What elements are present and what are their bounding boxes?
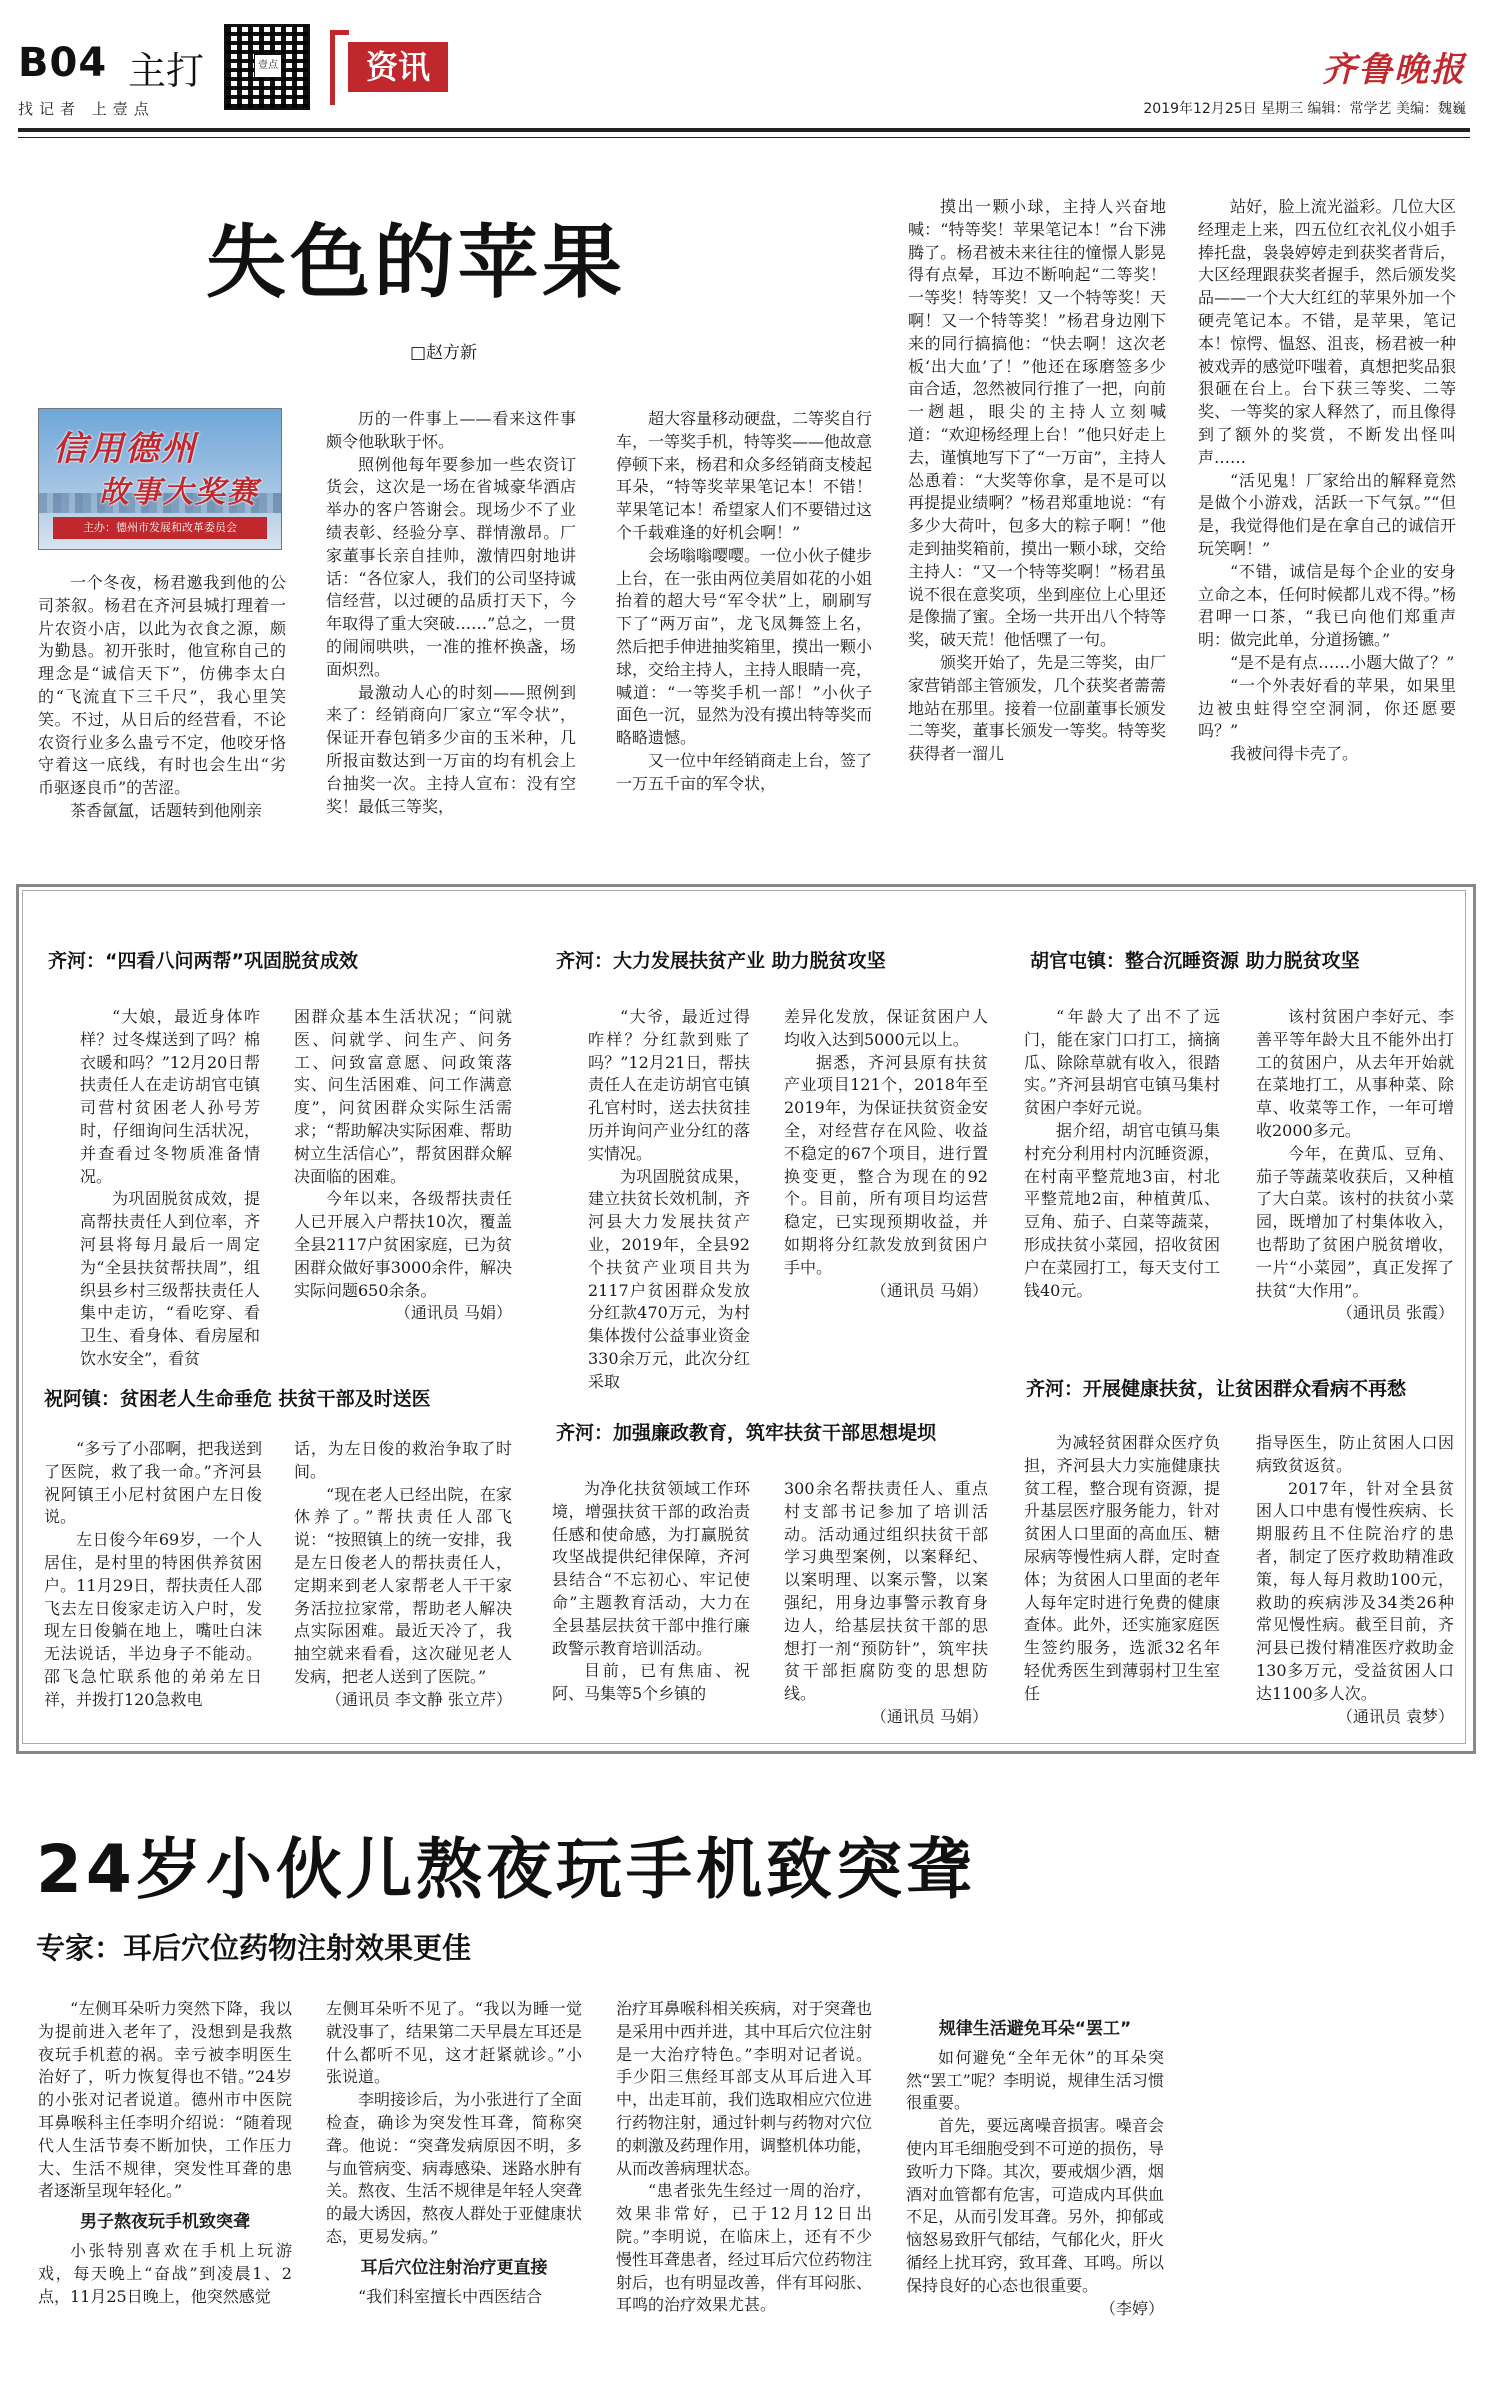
paragraph: “一个外表好看的苹果，如果里边被虫蛀得空空洞洞，你还愿要吗？” (1198, 675, 1456, 741)
paragraph: 颁奖开始了，先是三等奖，由厂家营销部主管颁发，几个获奖者薷薷地站在那里。接着一位副董事长颁发二等奖，董事长颁发一等奖。特等奖获得者一溜儿 (908, 652, 1166, 764)
article2-subhead-3: 规律生活避免耳朵“罢工” (938, 2019, 1132, 2039)
article1-title: 失色的苹果 (206, 216, 626, 309)
news4-signature: （通讯员 李文静 张立芹） (325, 1689, 512, 1709)
section-tag-label: 资讯 (348, 42, 448, 92)
paragraph: 超大容量移动硬盘，二等奖自行车，一等奖手机，特等奖——他故意停顿下来，杨君和众多经销商支棱起耳朵，“特等奖苹果笔记本！不错！苹果笔记本！希望家人们不要错过这个千载难逢的好机会啊！” (616, 409, 873, 542)
article2-col3 (616, 1998, 872, 2390)
news2-signature: （通讯员 马娟） (870, 1280, 988, 1300)
paragraph: 该村贫困户李好元、李善平等年龄大且不能外出打工的贫困户，从去年开始就在菜地打工，从事种菜、除草、收菜等工作，一年可增收2000多元。 (1256, 1007, 1454, 1140)
paragraph: 今年，在黄瓜、豆角、茄子等蔬菜收获后，又种植了大白菜。该村的扶贫小菜园，既增加了村集体收入，也帮助了贫困户脱贫增收，一片“小菜园”，真正发挥了扶贫“大作用”。 (1256, 1143, 1454, 1300)
news5-col2 (784, 1478, 988, 1738)
paragraph: 2017年，针对全县贫困人口中患有慢性疾病、长期服药且不住院治疗的患者，制定了医疗救助精准政策，每人每月救助100元，救助的疾病涉及34类26种常见慢性病。截至目前，齐河县已拨付精准医疗救助金130多万元，受益贫困人口达1100多人次。 (1256, 1478, 1454, 1703)
news4-headline: 祝阿镇：贫困老人生命垂危 扶贫干部及时送医 (44, 1388, 431, 1410)
paragraph: 指导医生，防止贫困人口因病致贫返贫。 (1256, 1433, 1454, 1475)
tag-corner-decoration (330, 30, 349, 105)
header-rule (18, 128, 1470, 132)
paragraph: “我们科室擅长中西医结合 (358, 2286, 543, 2306)
paragraph: 李明接诊后，为小张进行了全面检查，确诊为突发性耳聋，简称突聋。他说：“突聋发病原因不明，多与血管病变、病毒感染、迷路水肿有关。熬夜、生活不规律是年轻人突聋的最大诱因，熬夜人群处于亚健康状态，更易发病。” (326, 2090, 583, 2246)
dateline: 2019年12月25日 星期三 编辑：常学艺 美编：魏巍 (1143, 101, 1466, 117)
news2-col2 (784, 1006, 988, 1328)
paragraph: 左侧耳朵听不见了。“我以为睡一觉就没事了，结果第二天早晨左耳还是什么都听不见，这才赶紧就诊。”小张说道。 (326, 1999, 583, 2087)
paragraph: 据介绍，胡官屯镇马集村充分利用村内沉睡资源，在村南平整荒地3亩，村北平整荒地2亩，种植黄瓜、豆角、茄子、白菜等蔬菜，形成扶贫小菜园，招收贫困户在菜园打工，每天支付工钱40元。 (1024, 1120, 1220, 1300)
news4-col2 (294, 1438, 512, 1738)
news6-col2 (1256, 1432, 1454, 1738)
article2-title: 24岁小伙儿熬夜玩手机致突聋 (36, 1831, 976, 1908)
news5-headline: 齐河：加强廉政教育，筑牢扶贫干部思想堤坝 (556, 1422, 937, 1444)
paragraph: 今年以来，各级帮扶责任人已开展入户帮扶10次，覆盖全县2117户贫困家庭，已为贫困群众做好事3000余件，解决实际问题650余条。 (294, 1189, 512, 1300)
paragraph: 为净化扶贫领域工作环境，增强扶贫干部的政治责任感和使命感，为打赢脱贫攻坚战提供纪律保障，齐河县结合“不忘初心、牢记使命”主题教育活动，大力在全县基层扶贫干部中推行廉政警示教育培训活动。 (552, 1479, 750, 1658)
article1-col2 (326, 408, 576, 864)
paragraph: 据悉，齐河县原有扶贫产业项目121个，2018年至2019年，为保证扶贫资金安全，对经营存在风险、收益不稳定的67个项目，进行置换变更，整合为现在的92个。目前，所有项目均运营稳定，已实现预期收益，并如期将分红款发放到贫困户手中。 (784, 1052, 988, 1277)
news2-col1 (588, 1006, 750, 1391)
article1-col1 (38, 572, 286, 862)
paragraph: 差异化发放，保证贫困户人均收入达到5000元以上。 (784, 1007, 988, 1049)
paragraph: “大娘，最近身体咋样？过冬煤送到了吗？棉衣暖和吗？”12月20日帮扶责任人在走访胡官屯镇司营村贫困老人孙号芳时，仔细询问生活状况，并查看过冬物质准备情况。 (80, 1007, 260, 1186)
paragraph: “多亏了小邵啊，把我送到了医院，救了我一命。”齐河县祝阿镇王小尼村贫困户左日俊说。 (44, 1439, 262, 1527)
paragraph: 又一位中年经销商走上台，签了一万五千亩的军令状， (616, 750, 873, 793)
paragraph: “是不是有点……小题大做了？” (1230, 652, 1455, 672)
article1-byline: □赵方新 (410, 343, 478, 363)
news3-signature: （通讯员 张霞） (1336, 1303, 1454, 1323)
paragraph: 摸出一颗小球，主持人兴奋地喊：“特等奖！苹果笔记本！”台下沸腾了。杨君被未来往往的憧憬人影晃得有点晕，耳边不断响起“二等奖！一等奖！特等奖！又一个特等奖！天啊！又一个特等奖！”杨君身边刚下来的同行搞搞他：“快去啊！这次老板‘出大血’了！”他还在琢磨签多少亩合适，忽然被同行推了一把，向前一趔趄，眼尖的主持人立刻喊道：“欢迎杨经理上台！”他只好走上去，谨慎地写下了“一万亩”，主持人怂恿着：“大奖等你拿，是不是可以再提提业绩啊？”杨君郑重地说：“有多少大荷叶，包多大的粽子啊！”他走到抽奖箱前，摸出一颗小球，交给主持人：“又一个特等奖啊！”杨君虽说不很在意奖项，坐到座位上心里还是像揣了蜜。全场一共开出八个特等奖，破天荒！他恬嘿了一句。 (908, 197, 1166, 650)
paragraph: 站好，脸上流光溢彩。几位大区经理走上来，四五位红衣礼仪小姐手捧托盘，袅袅婷婷走到获奖者背后，大区经理跟获奖者握手，然后颁发奖品——一个大大红红的苹果外加一个硬壳笔记本。不错，是苹果，笔记本！惊愕、愠怒、沮丧，杨君被一种被戏弄的感觉吓嗤着，真想把奖品狠狠砸在台上。台下获三等奖、二等奖、一等奖的家人释然了，而且像得到了额外的奖赏，不断发出怪叫声…… (1198, 197, 1456, 467)
news3-col2 (1256, 1006, 1454, 1328)
news1-signature: （通讯员 马娟） (394, 1303, 512, 1323)
banner-line1: 信用德州 (53, 429, 197, 469)
paragraph: 治疗耳鼻喉科相关疾病，对于突聋也是采用中西并进，其中耳后穴位注射是一大治疗特色。”李明对记者说。手少阳三焦经耳部支从耳后进入耳中，出走耳前，我们选取相应穴位进行药物注射，通过针刺与药物对穴位的刺激及药理作用，调整机体功能，从而改善病理状态。 (616, 1999, 873, 2178)
paragraph: “活见鬼！厂家给出的解释竟然是做个小游戏，活跃一下气氛。”“但是，我觉得他们是在拿自己的诚信开玩笑啊！” (1198, 470, 1456, 558)
paragraph: “大爷，最近过得咋样？分红款到账了吗？”12月21日，帮扶责任人在走访胡官屯镇孔官村时，送去扶贫挂历并询问产业分红的落实情况。 (588, 1007, 750, 1163)
news6-col1 (1024, 1432, 1220, 1738)
paragraph: “现在老人已经出院，在家休养了。”帮扶责任人邵飞说：“按照镇上的统一安排，我是左日俊老人的帮扶责任人，定期来到老人家帮老人干干家务活拉拉家常，帮助老人解决点实际困难。最近天冷了，我抽空就来看看，这次碰见老人发病，把老人送到了医院。” (294, 1484, 512, 1686)
article1-col5 (1198, 196, 1456, 864)
article1-col4 (908, 196, 1166, 864)
paragraph: “左侧耳朵听力突然下降，我以为提前进入老年了，没想到是我熬夜玩手机惹的祸。幸亏被李明医生治好了，听力恢复得也不错。”24岁的小张对记者说道。德州市中医院耳鼻喉科主任李明介绍说：“随着现代人生活节奏不断加快，工作压力大、生活不规律，突发性耳聋的患者逐渐呈现年轻化。” (38, 1999, 292, 2201)
paragraph: 小张特别喜欢在手机上玩游戏，每天晚上“奋战”到凌晨1、2点，11月25日晚上，他突然感觉 (38, 2240, 292, 2306)
banner-sponsor: 主办：德州市发展和改革委员会 (53, 517, 267, 539)
paragraph: 为巩固脱贫成效，提高帮扶责任人到位率，齐河县将每月最后一周定为“全县扶贫帮扶周”，组织县乡村三级帮扶责任人集中走访，“看吃穿、看卫生、看身体、看房屋和饮水安全”，看贫 (80, 1189, 260, 1368)
news1-col2 (294, 1006, 512, 1328)
qr-code-icon[interactable] (224, 24, 310, 110)
paragraph: 会场嗡嗡嘤嘤。一位小伙子健步上台，在一张由两位美眉如花的小姐抬着的超大号“军令状”上，刷刷写下了“两万亩”，龙飞凤舞签上名，然后把手伸进抽奖箱里，摸出一颗小球，交给主持人，主持人眼睛一亮，喊道：“一等奖手机一部！”小伙子面色一沉，显然为没有摸出特等奖而略略遗憾。 (616, 545, 873, 748)
news4-col1 (44, 1438, 262, 1738)
qr-center-label: 壹点 (254, 54, 282, 78)
header-rule-thin (18, 137, 1470, 138)
column-banner (38, 408, 282, 550)
article2-signature: （李婷） (1099, 2298, 1164, 2318)
paragraph: 我被问得卡壳了。 (1230, 744, 1359, 764)
page-number: B04 (18, 40, 108, 86)
news3-headline: 胡官屯镇：整合沉睡资源 助力脱贫攻坚 (1030, 950, 1360, 972)
article2-col1 (38, 1998, 292, 2390)
paragraph: 目前，已有焦庙、祝阿、马集等5个乡镇的 (552, 1661, 750, 1704)
news6-headline: 齐河：开展健康扶贫，让贫困群众看病不再愁 (1026, 1378, 1407, 1400)
paragraph: 茶香氤氲，话题转到他刚亲 (70, 800, 263, 820)
article2-subhead-2: 耳后穴位注射治疗更直接 (360, 2257, 548, 2278)
paragraph: 如何避免“全年无休”的耳朵突然“罢工”呢？李明说，规律生活习惯很重要。 (906, 2047, 1164, 2113)
paragraph: 一个冬夜，杨君邀我到他的公司茶叙。杨君在齐河县城打理着一片农资小店，以此为衣食之源，颇为勤恳。初开张时，他宣称自己的理念是“诚信天下”，仿佛李太白的“飞流直下三千尺”，我心里笑笑。不过，从日后的经营看，不论农资行业多么蛊亏不定，他咬牙恪守着这一底线，有时也会生出“劣币驱逐良币”的苦涩。 (38, 573, 286, 798)
paragraph: 左日俊今年69岁，一个人居住，是村里的特困供养贫困户。11月29日，帮扶责任人邵飞去左日俊家走访入户时，发现左日俊躺在地上，嘴吐白沫无法说话，半边身子不能动。邵飞急忙联系他的弟弟左日祥，并拨打120急救电 (44, 1530, 262, 1709)
news2-headline: 齐河：大力发展扶贫产业 助力脱贫攻坚 (556, 950, 886, 972)
paragraph: 最激动人心的时刻——照例到来了：经销商向厂家立“军令状”，保证开春包销多少亩的玉米种，几所报亩数达到一万亩的均有机会上台抽奖一次。主持人宣布：没有空奖！最低三等奖， (326, 682, 576, 816)
article2-col2 (326, 1998, 582, 2390)
masthead-logo: 齐鲁晚报 (1322, 50, 1466, 90)
news6-signature: （通讯员 袁梦） (1336, 1706, 1454, 1726)
section-tag (330, 30, 450, 100)
article1-col3 (616, 408, 872, 864)
article2-col4 (906, 2010, 1164, 2390)
article2-subhead-1: 男子熬夜玩手机致突聋 (80, 2212, 250, 2233)
news3-col1 (1024, 1006, 1220, 1328)
news5-col1 (552, 1478, 750, 1738)
paragraph: “年龄大了出不了远门，能在家门口打工，摘摘瓜、除除草就有收入，很踏实。”齐河县胡官屯镇马集村贫困户李好元说。 (1024, 1007, 1220, 1118)
news1-col1 (80, 1006, 260, 1368)
article2-subtitle: 专家：耳后穴位药物注射效果更佳 (36, 1931, 472, 1965)
paragraph: “不错，诚信是每个企业的安身立命之本，任何时候都儿戏不得。”杨君呷一口茶，“我已向他们郑重声明：做完此单，分道扬镳。” (1198, 561, 1456, 650)
paragraph: “患者张先生经过一周的治疗，效果非常好，已于12月12日出院。”李明说，在临床上，还有不少慢性耳聋患者，经过耳后穴位药物注射后，也有明显改善，伴有耳闷胀、耳鸣的治疗效果尤甚。 (616, 2181, 873, 2315)
news1-headline: 齐河：“四看八问两帮”巩固脱贫成效 (48, 950, 358, 972)
paragraph: 300余名帮扶责任人、重点村支部书记参加了培训活动。活动通过组织扶贫干部学习典型案例，以案释纪、以案明理、以案示警，以案强纪，用身边事警示教育身边人，给基层扶贫干部的思想打一剂“预防针”，筑牢扶贫干部拒腐防变的思想防线。 (784, 1479, 988, 1704)
paragraph: 困群众基本生活状况；“问就医、问就学、问生产、问务工、问致富意愿、问政策落实、问生活困难、问工作满意度”，问贫困群众实际生活需求；“帮助解决实际困难、帮助树立生活信心”，帮贫困群众解决面临的困难。 (294, 1007, 512, 1186)
paragraph: 首先，要远离噪音损害。噪音会使内耳毛细胞受到不可逆的损伤，导致听力下降。其次，要戒烟少酒，烟酒对血管都有危害，可造成内耳供血不足，从而引发耳聋。另外，抑郁或恼怒易致肝气郁结，气郁化火，肝火循经上扰耳窍，致耳聋、耳鸣。所以保持良好的心态也很重要。 (906, 2116, 1164, 2295)
paragraph: 为巩固脱贫成果，建立扶贫长效机制，齐河县大力发展扶贫产业，2019年，全县92个扶贫产业项目共为2117户贫困群众发放分红款470万元，为村集体拨付公益事业资金330余万元，此次分红采取 (588, 1166, 750, 1391)
banner-line2: 故事大奖赛 (99, 475, 259, 510)
header-slogan: 找记者 上壹点 (18, 100, 155, 118)
paragraph: 历的一件事上——看来这件事颇令他耿耿于怀。 (326, 409, 576, 451)
paragraph: 照例他每年要参加一些农资订货会，这次是一场在省城豪华酒店举办的客户答谢会。现场少不了业绩表彰、经验分享、群情激昂。厂家董事长亲自挂帅，激情四射地讲话：“各位家人，我们的公司坚持诚信经营，以过硬的品质打天下，今年取得了重大突破……”总之，一贯的闹闹哄哄，一准的推杯换盏，场面炽烈。 (326, 454, 576, 679)
section-name: 主打 (128, 49, 205, 93)
paragraph: 话，为左日俊的救治争取了时间。 (294, 1439, 512, 1481)
paragraph: 为减轻贫困群众医疗负担，齐河县大力实施健康扶贫工程，整合现有资源，提升基层医疗服务能力，针对贫困人口里面的高血压、糖尿病等慢性病人群，定时查体；为贫困人口里面的老年人每年定时进行免费的健康查体。此外，还实施家庭医生签约服务，选派32名年轻优秀医生到薄弱村卫生室任 (1024, 1433, 1220, 1703)
news5-signature: （通讯员 马娟） (870, 1706, 988, 1726)
